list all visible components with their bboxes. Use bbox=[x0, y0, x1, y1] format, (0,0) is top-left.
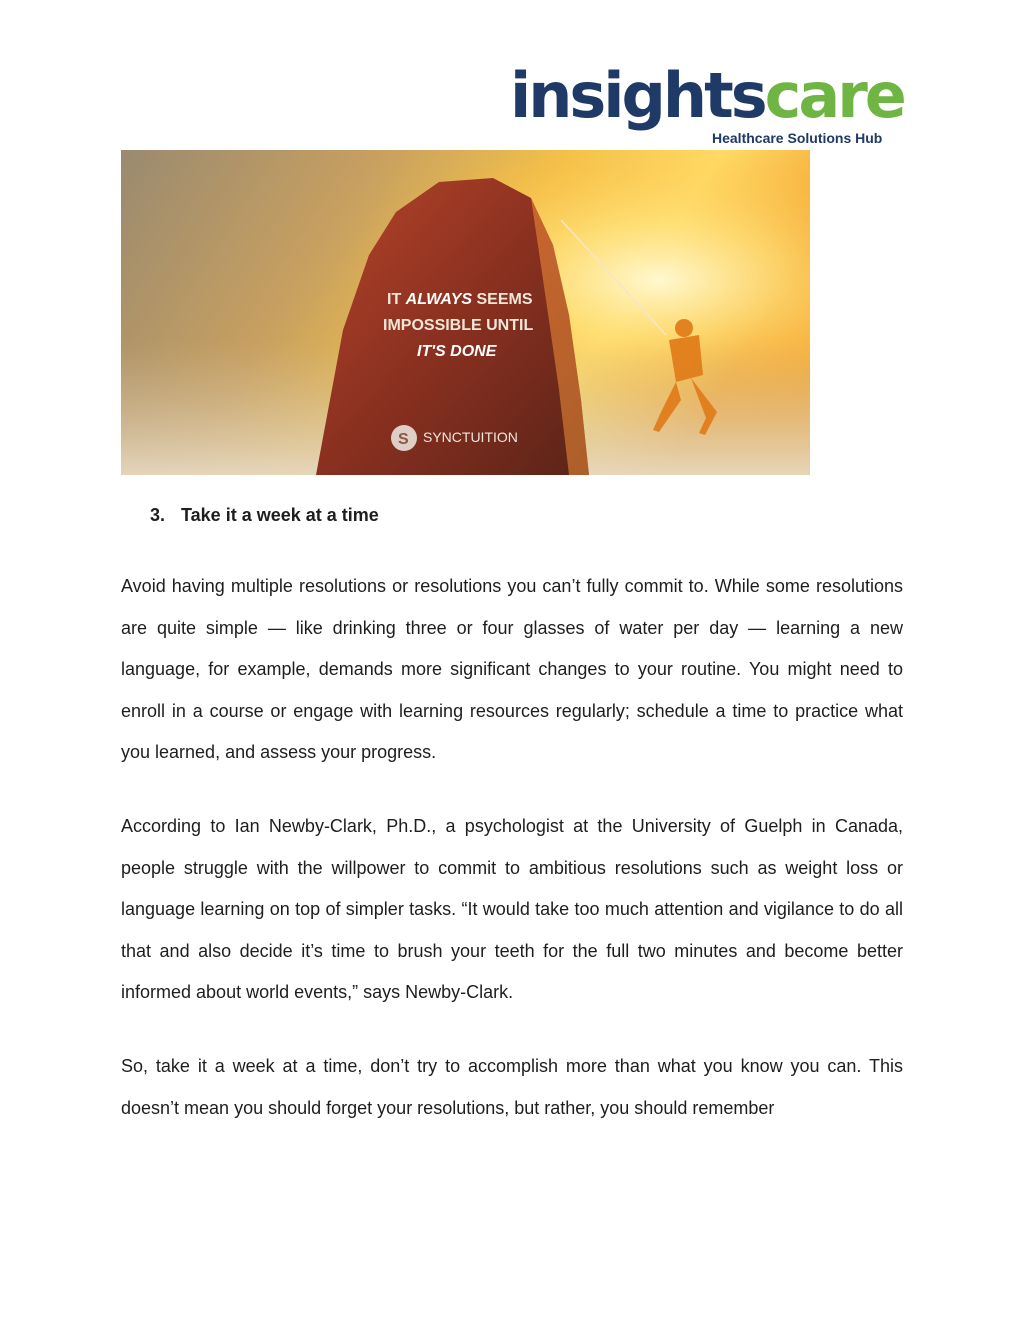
quote-line-3: IT'S DONE bbox=[417, 343, 497, 360]
logo-tagline: Healthcare Solutions Hub bbox=[712, 130, 883, 146]
hero-image bbox=[121, 150, 810, 475]
insightscare-logo bbox=[510, 58, 905, 150]
paragraph: So, take it a week at a time, don’t try to accomplish more than what you know you can. This doesn’t mean you should forget your resolutions, but rather, you should remember bbox=[121, 1056, 903, 1118]
quote-line-2: IMPOSSIBLE UNTIL bbox=[383, 317, 534, 334]
quote-line-1: IT ALWAYS SEEMS bbox=[387, 291, 533, 308]
synctuition-brand: SYNCTUITION bbox=[423, 429, 518, 445]
paragraph: According to Ian Newby-Clark, Ph.D., a psychologist at the University of Guelph in Canada, people struggle with the willpower to commit to ambitious resolutions such as weight loss or language learning on top of simpler tasks. “It would take too much attention and vigilance to do all that and also decide it’s time to brush your teeth for the full two minutes and become better informed about world events,” says Newby-Clark. bbox=[121, 816, 903, 1002]
section-number: 3. bbox=[150, 505, 166, 525]
paragraph: Avoid having multiple resolutions or resolutions you can’t fully commit to. While some resolutions are quite simple — like drinking three or four glasses of water per day — learning a new language, for example, demands more significant changes to your routine. You might need to enroll in a course or engage with learning resources regularly; schedule a time to practice what you learned, and assess your progress. bbox=[121, 576, 903, 762]
logo-word-care: care bbox=[764, 59, 904, 132]
svg-text:S: S bbox=[398, 431, 409, 448]
logo-wordmark bbox=[510, 58, 904, 134]
section-title: Take it a week at a time bbox=[181, 505, 379, 525]
section-heading bbox=[150, 505, 379, 526]
climber-sunset-illustration bbox=[121, 150, 810, 475]
logo-word-insights: insights bbox=[510, 59, 765, 132]
